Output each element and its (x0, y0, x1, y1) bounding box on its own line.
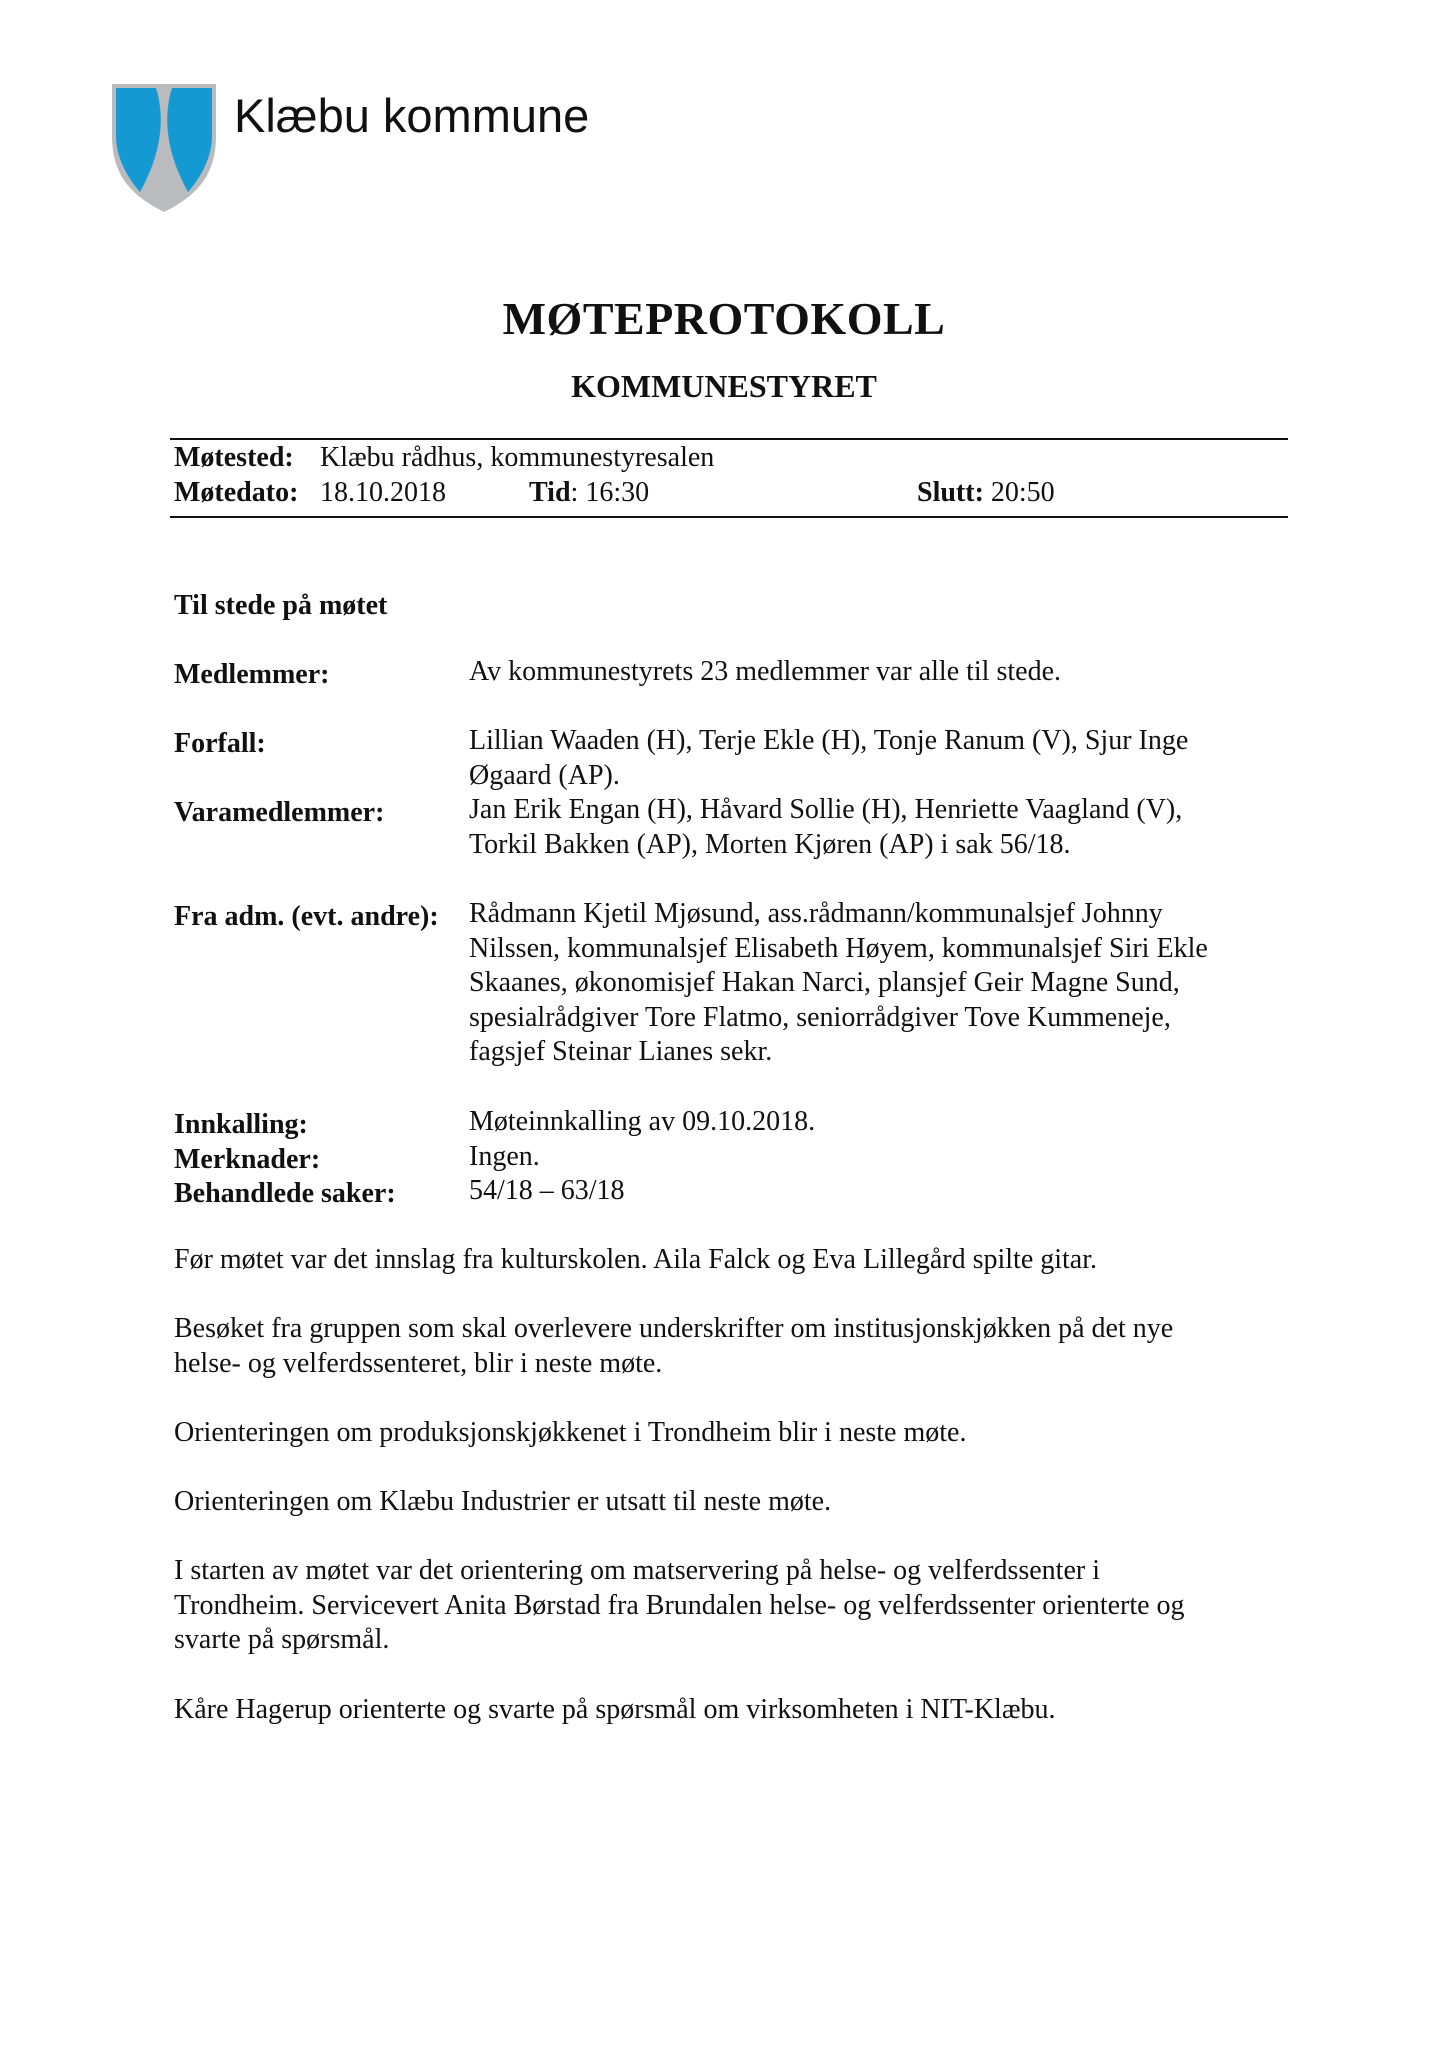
remarks-label: Merknader: (174, 1144, 321, 1175)
absent-line: Lillian Waaden (H), Terje Ekle (H), Tonje Ranum (V), Sjur Inge (469, 725, 1189, 756)
members-label: Medlemmer: (174, 659, 330, 690)
meeting-end-row (917, 477, 1055, 509)
admin-label: Fra adm. (evt. andre): (174, 901, 439, 932)
paragraph-line: Før møtet var det innslag fra kulturskolen. Aila Falck og Eva Lillegård spilte gitar. (174, 1244, 1098, 1275)
document-subtitle: KOMMUNESTYRET (571, 368, 877, 404)
meeting-date-row: Møtedato: (174, 477, 299, 508)
paragraph-line: svarte på spørsmål. (174, 1624, 390, 1655)
paragraph (174, 1485, 1284, 1520)
meeting-place-value: Klæbu rådhus, kommunestyresalen (320, 442, 715, 473)
meeting-end-label: Slutt: (917, 477, 984, 508)
paragraph-line: Besøket fra gruppen som skal overlevere underskrifter om institusjonskjøkken på det nye (174, 1313, 1174, 1344)
notice-value: Møteinnkalling av 09.10.2018. (469, 1106, 816, 1137)
admin-line: Skaanes, økonomisjef Hakan Narci, plansjef Geir Magne Sund, (469, 967, 1180, 998)
substitutes-line: Jan Erik Engan (H), Håvard Sollie (H), Henriette Vaagland (V), (469, 794, 1183, 825)
paragraph-line: Trondheim. Servicevert Anita Børstad fra Brundalen helse- og velferdssenter orienterte og (174, 1589, 1185, 1621)
paragraph (174, 1416, 1284, 1451)
attendance-heading: Til stede på møtet (174, 590, 388, 621)
organization-name: Klæbu kommune (234, 89, 590, 142)
cases-value: 54/18 – 63/18 (469, 1175, 625, 1206)
meeting-end-value: 20:50 (990, 477, 1055, 508)
paragraph-line: helse- og velferdssenteret, blir i neste møte. (174, 1347, 663, 1379)
admin-line: Nilssen, kommunalsjef Elisabeth Høyem, kommunalsjef Siri Ekle (469, 932, 1208, 964)
substitutes-label: Varamedlemmer: (174, 797, 385, 828)
paragraph (174, 1554, 1284, 1658)
substitutes-value (469, 793, 1269, 862)
paragraph-line: Orienteringen om Klæbu Industrier er utsatt til neste møte. (174, 1486, 832, 1517)
meeting-place-row: Møtested: (174, 442, 294, 473)
remarks-value: Ingen. (469, 1141, 540, 1172)
admin-line: fagsjef Steinar Lianes sekr. (469, 1036, 773, 1067)
paragraph-line: Kåre Hagerup orienterte og svarte på spørsmål om virksomheten i NIT-Klæbu. (174, 1694, 1056, 1725)
meeting-start-label: Tid (529, 477, 571, 508)
absent-value (469, 724, 1269, 793)
divider-bottom (170, 516, 1288, 518)
meeting-place-label: Møtested (174, 442, 285, 473)
admin-line: spesialrådgiver Tore Flatmo, seniorrådgiver Tove Kummeneje, (469, 1001, 1171, 1033)
substitutes-line: Torkil Bakken (AP), Morten Kjøren (AP) i sak 56/18. (469, 828, 1071, 860)
members-value: Av kommunestyrets 23 medlemmer var alle til stede. (469, 656, 1061, 687)
absent-line: Øgaard (AP). (469, 759, 620, 791)
notice-label: Innkalling: (174, 1109, 308, 1140)
absent-label: Forfall: (174, 728, 266, 759)
paragraph (174, 1693, 1284, 1728)
meeting-date-value: 18.10.2018 (320, 477, 446, 508)
klaebu-coat-of-arms-icon (112, 84, 216, 212)
admin-line: Rådmann Kjetil Mjøsund, ass.rådmann/kommunalsjef Johnny (469, 898, 1163, 929)
admin-value (469, 897, 1269, 1070)
meeting-start-row: Tid: 16:30 (529, 477, 650, 508)
meeting-date-label: Møtedato (174, 477, 290, 508)
paragraph-line: I starten av møtet var det orientering om matservering på helse- og velferdssenter i (174, 1555, 1100, 1586)
paragraph (174, 1243, 1284, 1278)
paragraph-line: Orienteringen om produksjonskjøkkenet i Trondheim blir i neste møte. (174, 1417, 967, 1448)
meeting-start-value: 16:30 (585, 477, 650, 508)
cases-label: Behandlede saker: (174, 1178, 396, 1209)
divider-top (170, 438, 1288, 440)
document-title: MØTEPROTOKOLL (502, 293, 946, 344)
paragraph (174, 1312, 1284, 1381)
